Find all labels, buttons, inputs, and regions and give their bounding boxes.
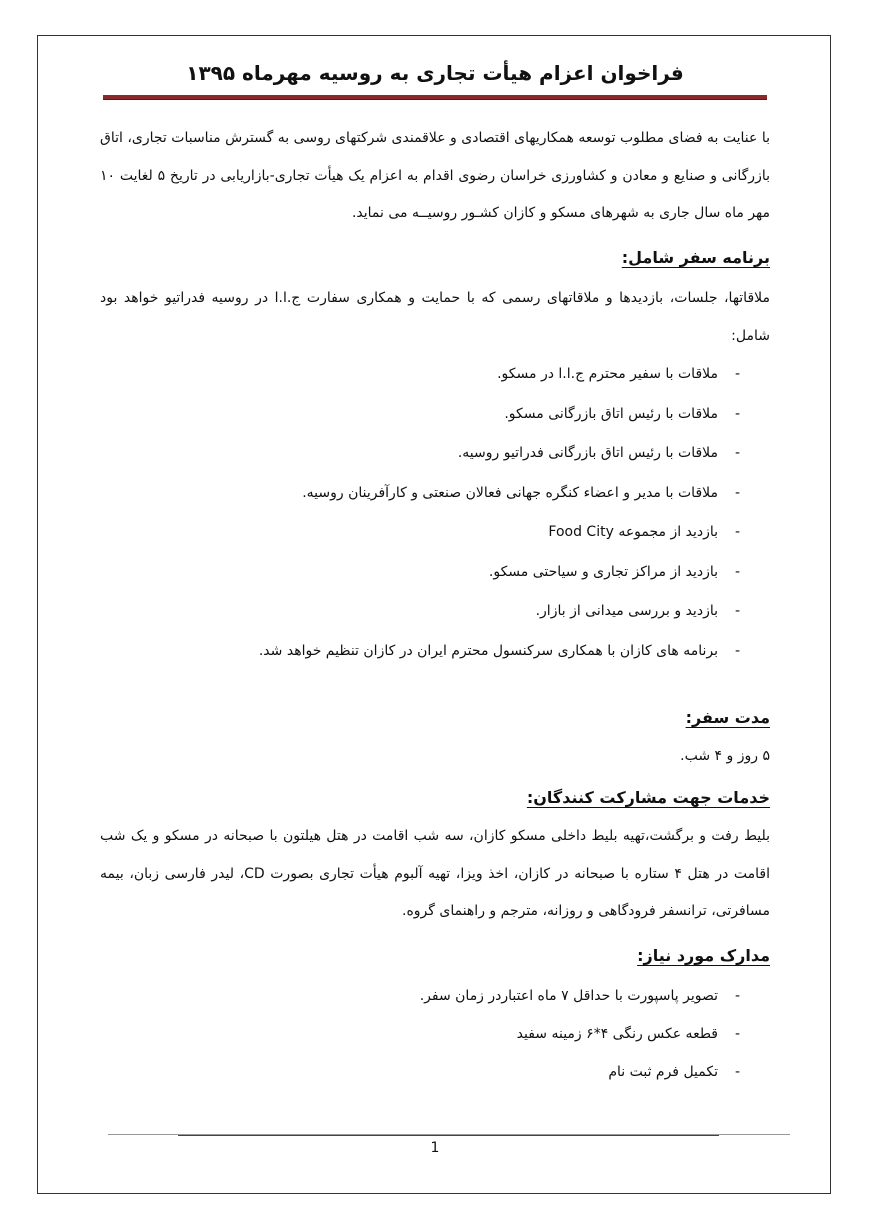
list-item-text: برنامه های کازان با همکاری سرکنسول محترم ایران در کازان تنظیم خواهد شد. [258,642,718,659]
duration-text: ۵ روز و ۴ شب. [680,748,770,764]
list-item [100,1053,770,1091]
list-item [100,355,770,395]
duration-text-section [100,738,770,776]
list-item [100,395,770,435]
list-item [100,592,770,632]
program-list [100,355,770,671]
bullet-dash: - [734,988,740,1004]
list-item [100,474,770,514]
bullet-dash: - [734,563,740,580]
list-item-text: بازدید از مجموعه Food City [548,524,718,540]
services-section [100,783,770,813]
duration-section [100,703,770,733]
list-item-text: ملاقات با رئیس اتاق بازرگانی مسکو. [504,405,718,422]
list-item-text: ملاقات با رئیس اتاق بازرگانی فدراتیو روسیه. [457,445,718,461]
services-heading: خدمات جهت مشارکت کنندگان: [526,788,770,807]
program-list-section [100,355,770,671]
program-heading: برنامه سفر شامل: [621,248,770,267]
bullet-dash: - [734,445,740,461]
services-text-section [100,818,770,931]
list-item-text: تکمیل فرم ثبت نام [608,1064,718,1080]
bullet-dash: - [734,405,740,422]
list-item [100,1015,770,1053]
footer-rule-inner [178,1135,719,1136]
title-underline-rule [103,95,767,100]
duration-heading: مدت سفر: [685,708,770,727]
list-item-text: تصویر پاسپورت با حداقل ۷ ماه اعتباردر زمان سفر. [419,988,718,1004]
bullet-dash: - [734,484,740,501]
page-number: 1 [430,1140,440,1156]
program-intro-paragraph: ملاقاتها، جلسات، بازدیدها و ملاقاتهای رسمی که با حمایت و همکاری سفارت ج.ا.ا در روسیه فدراتیو خواهد بود شامل: [100,290,770,344]
bullet-dash: - [734,1026,740,1042]
documents-list-section [100,977,770,1091]
list-item-text: بازدید و بررسی میدانی از بازار. [535,603,718,619]
documents-list [100,977,770,1091]
intro-paragraph: با عنایت به فضای مطلوب توسعه همکاریهای اقتصادی و علاقمندی شرکتهای روسی به گسترش مناسبات تجاری، اتاق بازرگانی و صنایع و معادن و کشاورزی خراسان رضوی اقدام به اعزام یک هیأت تجاری-بازاریابی در تاریخ ۵ لغایت ۱۰ مهر ماه سال جاری به شهرهای مسکو و کازان کشـور روسیــه می نماید. [100,130,770,221]
documents-section [100,941,770,971]
services-paragraph: بلیط رفت و برگشت،تهیه بلیط داخلی مسکو کازان، سه شب اقامت در هتل هیلتون با صبحانه در مسکو و یک شب اقامت در هتل ۴ ستاره با صبحانه در کازان، اخذ ویزا، تهیه آلبوم هیأت تجاری بصورت CD، لیدر فارسی زبان، بیمه مسافرتی، ترانسفر فرودگاهی و روزانه، مترجم و راهنمای گروه. [100,828,771,919]
list-item [100,513,770,553]
list-item-text: ملاقات با سفیر محترم ج.ا.ا در مسکو. [497,366,718,382]
list-item [100,632,770,672]
list-item [100,553,770,593]
bullet-dash: - [734,603,740,619]
page-title: فراخوان اعزام هیأت تجاری به روسیه مهرماه ۱۳۹۵ [186,61,684,85]
documents-heading: مدارک مورد نیاز: [637,946,770,965]
bullet-dash: - [734,524,740,540]
program-section [100,243,770,273]
program-intro-section [100,280,770,355]
list-item [100,434,770,474]
bullet-dash: - [734,366,740,382]
bullet-dash: - [734,1064,740,1080]
list-item-text: قطعه عکس رنگی ۴*۶ زمینه سفید [516,1026,718,1042]
intro-section [100,120,770,233]
list-item [100,977,770,1015]
list-item-text: بازدید از مراکز تجاری و سیاحتی مسکو. [488,563,718,580]
bullet-dash: - [734,642,740,659]
list-item-text: ملاقات با مدیر و اعضاء کنگره جهانی فعالان صنعتی و کارآفرینان روسیه. [302,484,718,501]
